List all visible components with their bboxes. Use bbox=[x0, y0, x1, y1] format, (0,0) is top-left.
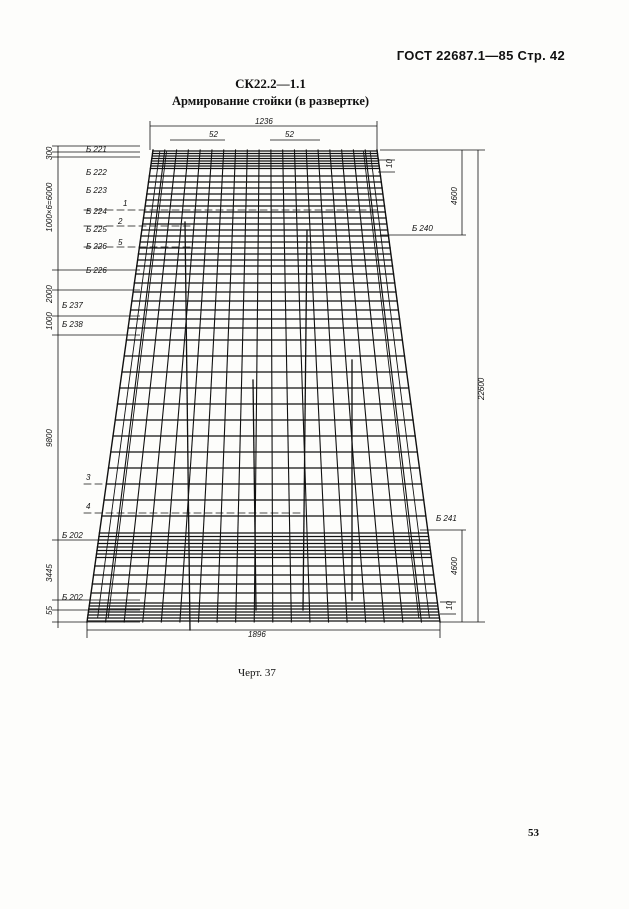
dim-bottom-width: 1896 bbox=[248, 630, 266, 639]
bar-b202-upper: Б 202 bbox=[62, 531, 83, 540]
bar-b222: Б 222 bbox=[86, 168, 107, 177]
longitudinal-bar bbox=[106, 150, 165, 622]
bar-b226-upper: Б 226 bbox=[86, 242, 107, 251]
drawing-title: Армирование стойки (в развертке) bbox=[171, 94, 370, 108]
dim-step-right: 52 bbox=[285, 130, 294, 139]
bar-b221: Б 221 bbox=[86, 145, 107, 154]
position-5: 5 bbox=[118, 238, 123, 247]
dim-total-22600: 22600 bbox=[477, 377, 486, 400]
dim-left-9800: 9800 bbox=[45, 429, 54, 447]
dim-upper-right-4600: 4600 bbox=[450, 187, 459, 205]
position-1: 1 bbox=[123, 199, 128, 208]
longitudinal-bar bbox=[271, 150, 273, 622]
bar-b238: Б 238 bbox=[62, 320, 83, 329]
longitudinal-bar bbox=[108, 152, 166, 618]
bar-b202-lower: Б 202 bbox=[62, 593, 83, 602]
dim-step-left: 52 bbox=[209, 130, 218, 139]
longitudinal-bar bbox=[364, 152, 419, 618]
dim-left-55: 55 bbox=[45, 606, 54, 615]
dim-left-6000: 1000×6=6000 bbox=[45, 182, 54, 232]
dim-top-width: 1236 bbox=[255, 117, 273, 126]
dim-left-3445: 3445 bbox=[45, 564, 54, 582]
bar-b226-lower: Б 226 bbox=[86, 266, 107, 275]
longitudinal-bar bbox=[180, 150, 212, 622]
longitudinal-bar bbox=[306, 150, 328, 622]
page-number: 53 bbox=[528, 827, 539, 839]
dim-lower-right-4600: 4600 bbox=[450, 557, 459, 575]
longitudinal-bar bbox=[377, 150, 440, 622]
longitudinal-bar bbox=[294, 150, 309, 622]
position-4: 4 bbox=[86, 502, 91, 511]
drawing-code: СК22.2—1.1 bbox=[235, 76, 306, 91]
bar-b240: Б 240 bbox=[412, 224, 433, 233]
longitudinal-bar bbox=[370, 152, 429, 618]
dim-left-300: 300 bbox=[45, 146, 54, 160]
figure-caption: Черт. 37 bbox=[238, 667, 276, 679]
bar-b237: Б 237 bbox=[62, 301, 83, 310]
dim-10-top: 10 bbox=[385, 159, 394, 168]
longitudinal-bar bbox=[283, 150, 292, 622]
longitudinal-bar bbox=[143, 150, 189, 622]
longitudinal-bar bbox=[236, 150, 248, 622]
position-3: 3 bbox=[86, 473, 91, 482]
longitudinal-bar bbox=[161, 150, 200, 622]
standard-header: ГОСТ 22687.1—85 Стр. 42 bbox=[396, 48, 565, 63]
bar-b223: Б 223 bbox=[86, 186, 107, 195]
longitudinal-bar bbox=[318, 150, 347, 622]
dim-left-1000: 1000 bbox=[45, 312, 54, 330]
bar-b225: Б 225 bbox=[86, 225, 107, 234]
position-2: 2 bbox=[118, 217, 123, 226]
bar-b241: Б 241 bbox=[436, 514, 457, 523]
bar-b224: Б 224 bbox=[86, 207, 107, 216]
dim-left-2000: 2000 bbox=[45, 285, 54, 303]
dim-10-bottom: 10 bbox=[445, 601, 454, 610]
longitudinal-bar bbox=[365, 150, 421, 622]
